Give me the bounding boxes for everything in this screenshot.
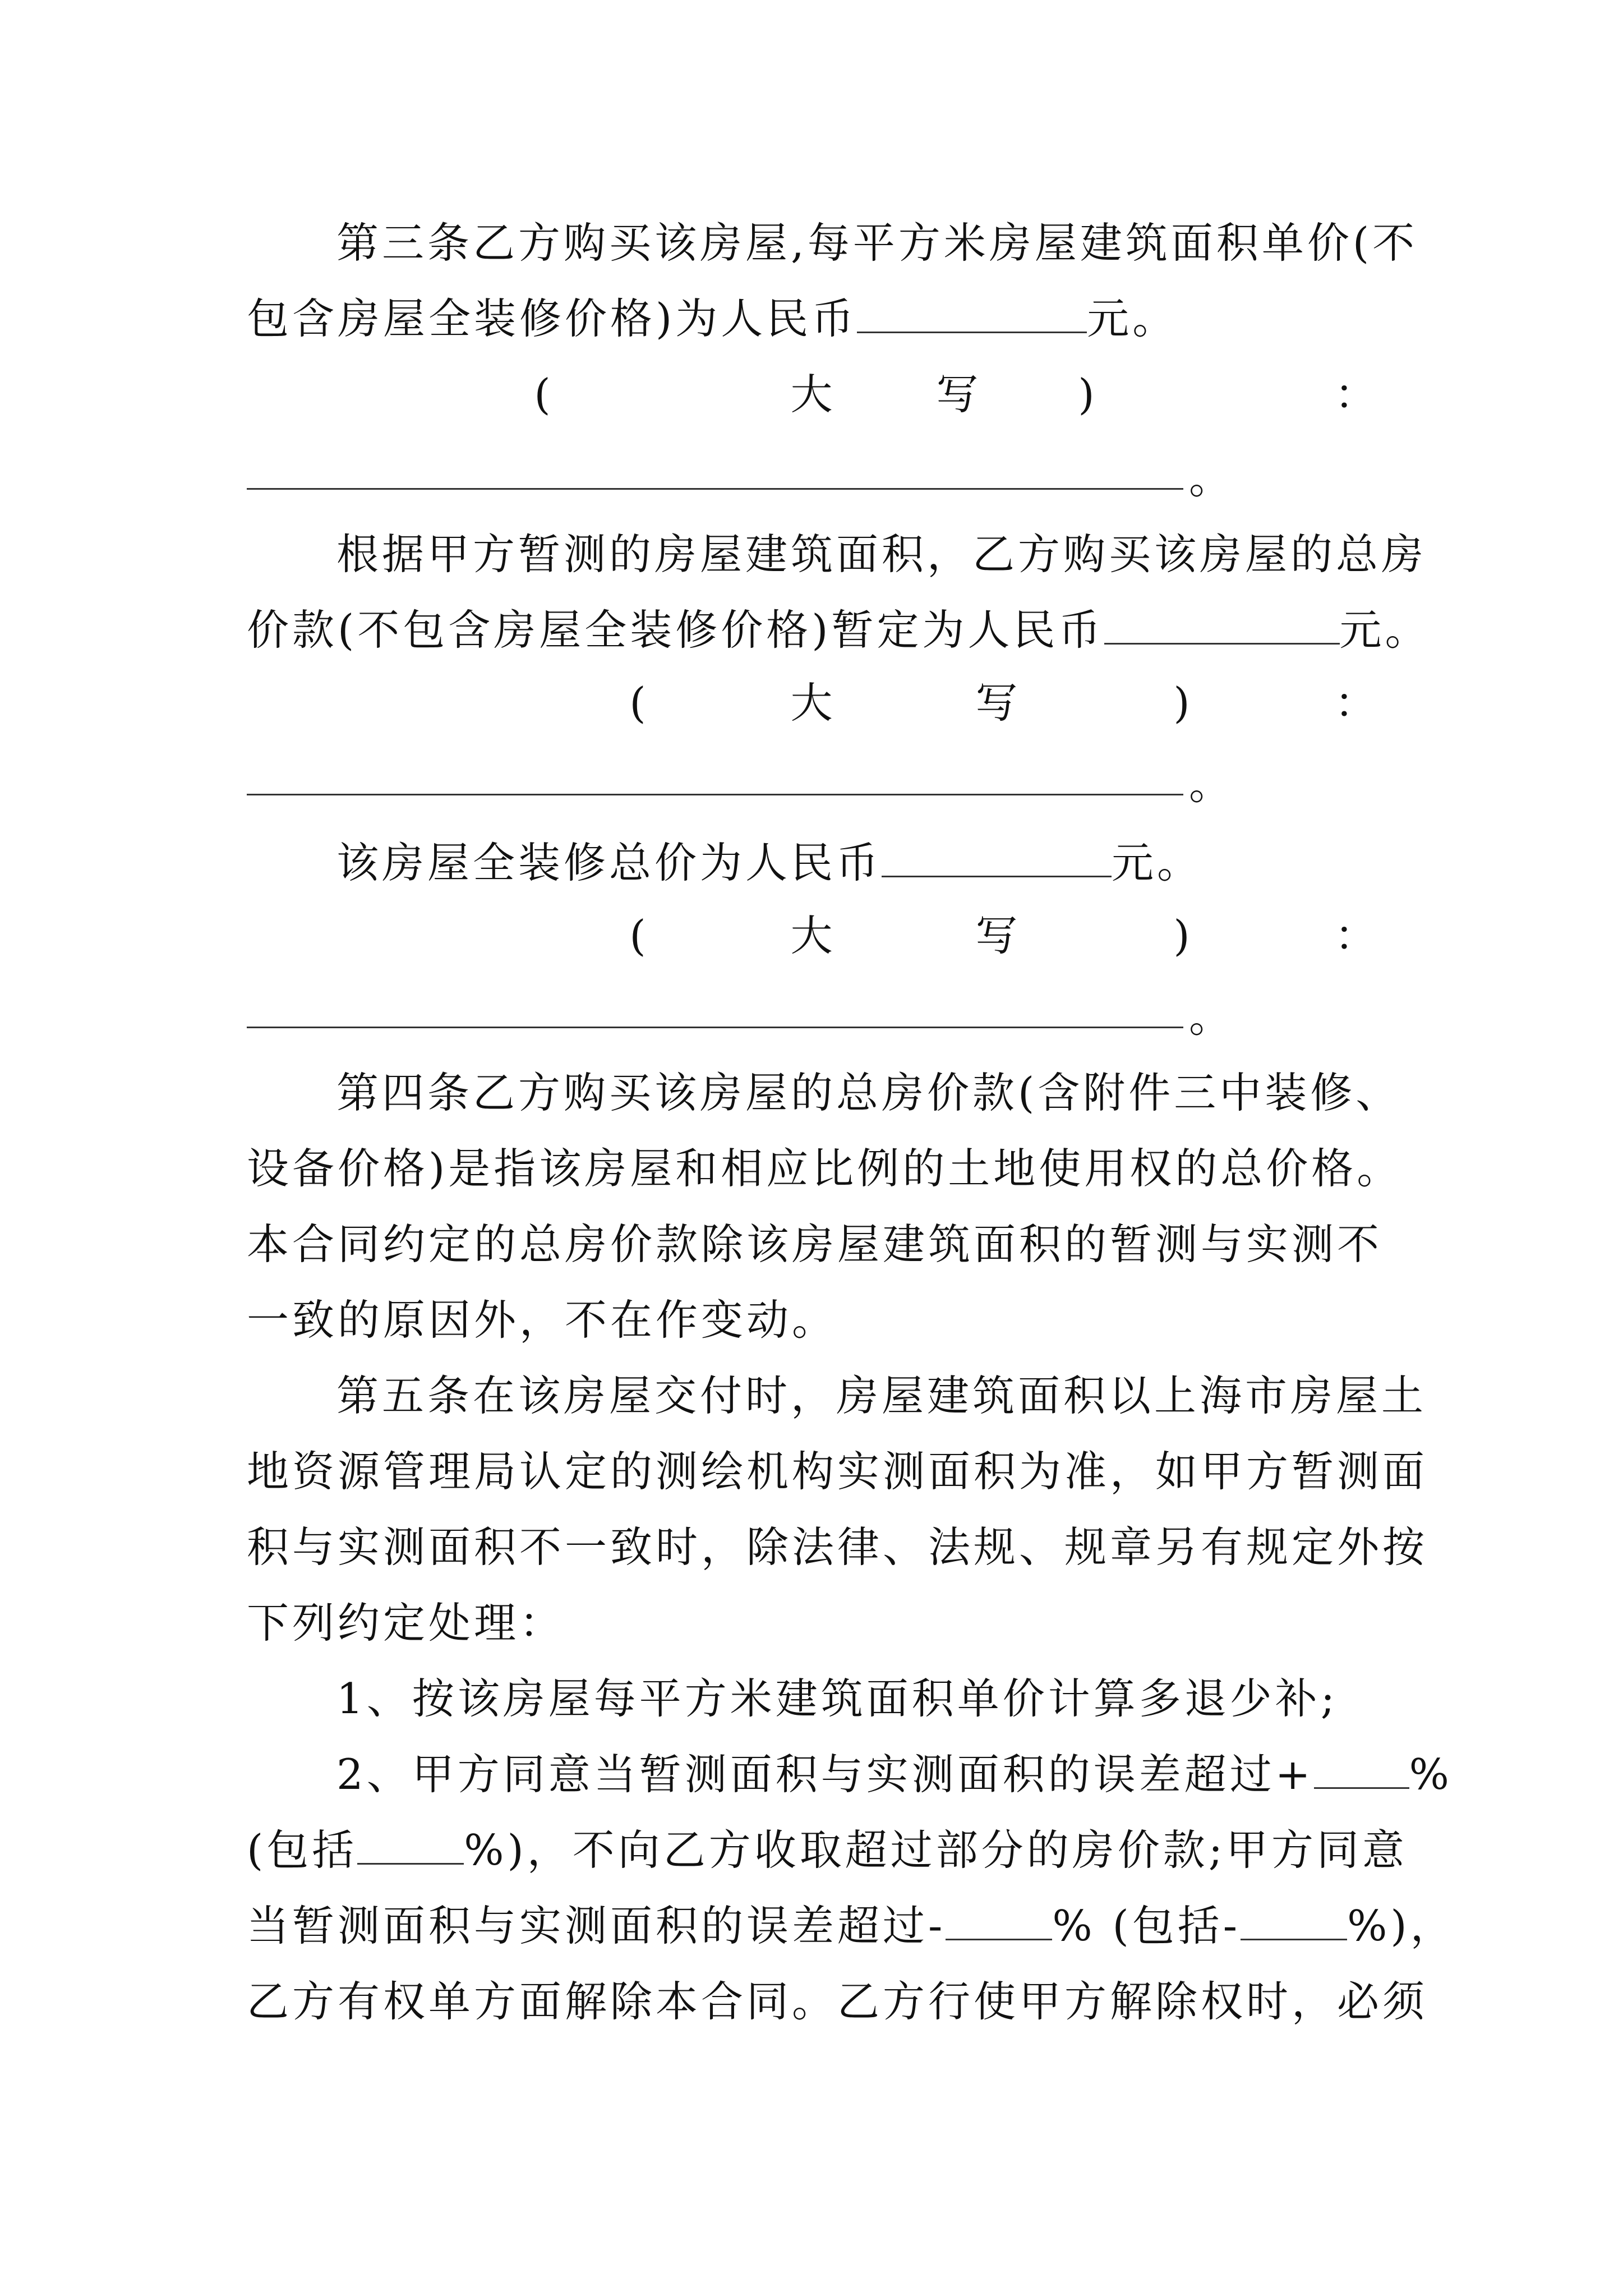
article3-line1: 第三条乙方购买该房屋,每平方米房屋建筑面积单价(不 [336, 218, 1418, 268]
decoration-daxie-open: ( [629, 911, 649, 960]
decoration-daxie-da: 大 [790, 911, 836, 960]
decoration-price-blank[interactable] [882, 841, 1112, 877]
article3-daxie-open: ( [534, 370, 554, 419]
article4-line2: 设备价格)是指该房屋和相应比例的土地使用权的总价格。 [247, 1144, 1403, 1193]
total-price-daxie-blank[interactable] [247, 794, 1183, 795]
total-price-daxie-close: ) [1173, 678, 1193, 728]
unit-price-blank[interactable] [857, 297, 1087, 333]
decoration-daxie-colon: ： [1334, 911, 1380, 960]
item2-line1 [336, 1747, 1453, 1801]
item2-line3-mid: % (包括- [1052, 1901, 1241, 1950]
item2-line2 [247, 1823, 1408, 1877]
article3-line2-unit: 元。 [1087, 294, 1178, 343]
total-price-line2-text: 价款(不包含房屋全装修价格)暂定为人民币 [247, 605, 1104, 655]
decoration-daxie-close: ) [1173, 911, 1193, 960]
total-price-line2-unit: 元。 [1339, 605, 1431, 655]
article5-line1: 第五条在该房屋交付时，房屋建筑面积以上海市房屋土 [336, 1371, 1427, 1420]
article3-line2-text: 包含房屋全装修价格)为人民币 [247, 294, 857, 343]
total-price-line2 [247, 603, 1431, 657]
article5-line2: 地资源管理局认定的测绘机构实测面积为准，如甲方暂测面 [247, 1447, 1428, 1496]
item2-line2-rest: %)，不向乙方收取超过部分的房价款;甲方同意 [464, 1825, 1408, 1875]
decoration-daxie-blank[interactable] [247, 1027, 1183, 1028]
total-price-line1: 根据甲方暂测的房屋建筑面积，乙方购买该房屋的总房 [336, 530, 1427, 579]
article3-daxie-da: 大 [790, 370, 836, 419]
item2-line3 [247, 1899, 1456, 1953]
article3-daxie-blank[interactable] [247, 488, 1183, 490]
item2-line3-text: 当暂测面积与实测面积的误差超过- [247, 1901, 946, 1950]
article5-line4: 下列约定处理： [247, 1598, 565, 1648]
article4-line1: 第四条乙方购买该房屋的总房价款(含附件三中装修、 [336, 1068, 1401, 1117]
article4-line3: 本合同约定的总房价款除该房屋建筑面积的暂测与实测不 [247, 1220, 1383, 1269]
article4-line4: 一致的原因外，不在作变动。 [247, 1295, 838, 1345]
error-plus-blank[interactable] [1314, 1752, 1409, 1789]
article3-daxie-colon: ： [1334, 370, 1380, 419]
item2-line1-percent: % [1409, 1750, 1453, 1799]
article3-end-mark: 。 [1189, 454, 1235, 503]
article3-daxie-close: ) [1078, 370, 1098, 419]
total-price-daxie-open: ( [629, 678, 649, 728]
item2-line4: 乙方有权单方面解除本合同。乙方行使甲方解除权时，必须 [247, 1977, 1428, 2026]
item1-line: 1、按该房屋每平方米建筑面积单价计算多退少补; [336, 1674, 1338, 1723]
item2-line1-text: 2、甲方同意当暂测面积与实测面积的误差超过+ [336, 1750, 1314, 1799]
decoration-end-mark: 。 [1189, 992, 1235, 1042]
total-price-daxie-xie: 写 [975, 678, 1021, 728]
total-price-daxie-colon: ： [1334, 678, 1380, 728]
decoration-line1-text: 该房屋全装修总价为人民币 [336, 838, 882, 887]
total-price-blank[interactable] [1104, 608, 1340, 645]
error-minus-blank[interactable] [946, 1904, 1052, 1940]
decoration-line1-unit: 元。 [1112, 838, 1203, 887]
error-minus-inclusive-blank[interactable] [1241, 1904, 1347, 1940]
total-price-daxie-da: 大 [790, 678, 836, 728]
decoration-line1 [336, 836, 1202, 890]
error-plus-inclusive-blank[interactable] [357, 1828, 464, 1865]
article3-daxie-xie: 写 [936, 370, 982, 419]
article3-line2 [247, 292, 1178, 346]
article5-line3: 积与实测面积不一致时，除法律、法规、规章另有规定外按 [247, 1522, 1428, 1572]
item2-line3-end: %)， [1347, 1901, 1456, 1950]
total-price-end-mark: 。 [1189, 760, 1235, 809]
item2-line2-text: (包括 [247, 1825, 358, 1875]
decoration-daxie-xie: 写 [975, 911, 1021, 960]
